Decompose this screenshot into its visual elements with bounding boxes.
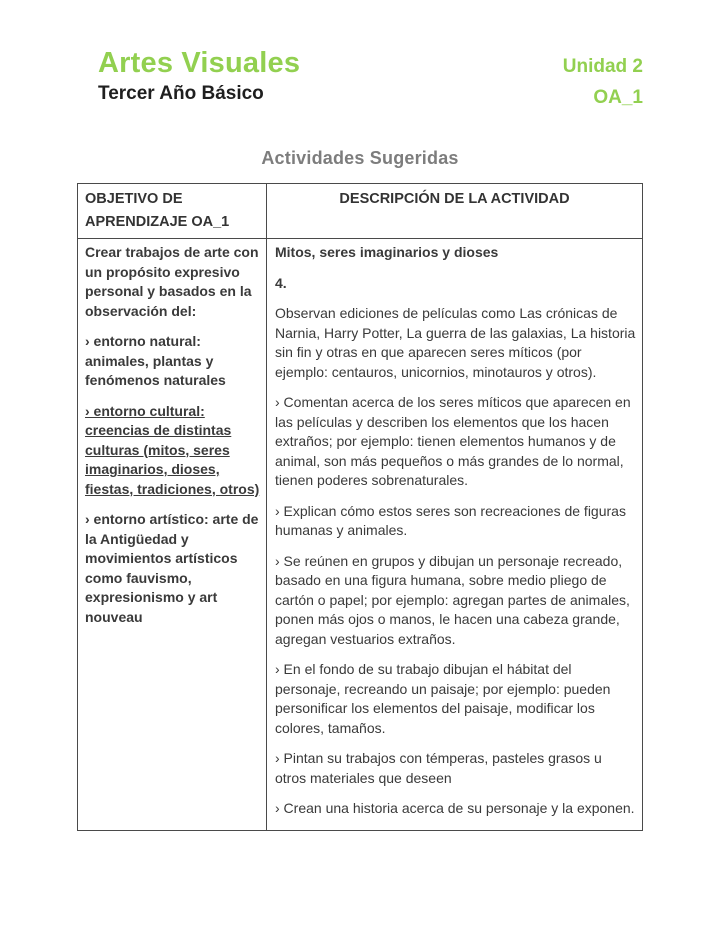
header-left-block bbox=[98, 46, 300, 106]
activity-paragraph: › Pintan su trabajos con témperas, pasteles grasos u otros materiales que deseen bbox=[275, 750, 602, 786]
objective-item-natural: › entorno natural: animales, plantas y fenómenos naturales bbox=[85, 333, 226, 388]
activity-number: 4. bbox=[275, 274, 287, 291]
document-header bbox=[98, 46, 643, 110]
objective-item-artistic: › entorno artístico: arte de la Antigüedad y movimientos artísticos como fauvismo, expresionismo y art nouveau bbox=[85, 511, 259, 625]
description-column-header: DESCRIPCIÓN DE LA ACTIVIDAD bbox=[267, 184, 643, 239]
activity-paragraph: › Explican cómo estos seres son recreaciones de figuras humanas y animales. bbox=[275, 502, 626, 538]
objective-intro: Crear trabajos de arte con un propósito expresivo personal y basados en la observación del: bbox=[85, 244, 259, 319]
section-title: Actividades Sugeridas bbox=[261, 148, 459, 168]
page-subtitle: Tercer Año Básico bbox=[98, 83, 264, 104]
page-title: Artes Visuales bbox=[98, 47, 301, 79]
activity-heading: Mitos, seres imaginarios y dioses bbox=[275, 244, 499, 260]
table-header-row bbox=[78, 184, 643, 239]
objective-item-cultural: › entorno cultural: creencias de distintas culturas (mitos, seres imaginarios, dioses, fiestas, tradiciones, otros) bbox=[85, 402, 260, 497]
objective-column-header: OBJETIVO DE APRENDIZAJE OA_1 bbox=[78, 184, 267, 239]
suggested-activities-table bbox=[77, 183, 643, 831]
activity-paragraph: › Crean una historia acerca de su personaje y la exponen. bbox=[275, 800, 635, 816]
oa-label: OA_1 bbox=[593, 87, 643, 108]
activity-cell bbox=[267, 239, 643, 831]
activity-paragraph: Observan ediciones de películas como Las crónicas de Narnia, Harry Potter, La guerra de las galaxias, La historia sin fin y otras en que aparecen seres míticos (por ejemplo: centauros, unicornios, minotauros y otros). bbox=[275, 305, 636, 380]
header-right-block bbox=[563, 46, 643, 110]
activity-paragraph: › Comentan acerca de los seres míticos que aparecen en las películas y describen los elementos que los hacen extraños; por ejemplo: tienen elementos humanos y de animal, son más pequeños o más grandes de lo normal, tienen poderes sobrenaturales. bbox=[275, 394, 631, 488]
table-body-row bbox=[78, 239, 643, 831]
activity-paragraph: › Se reúnen en grupos y dibujan un personaje recreado, basado en una figura humana, sobre medio pliego de cartón o papel; por ejemplo: agregan partes de animales, ponen más ojos o manos, le hacen una cabeza grande, agregan vestuarios extraños. bbox=[275, 552, 630, 647]
objective-cell bbox=[78, 239, 267, 831]
activity-paragraph: › En el fondo de su trabajo dibujan el hábitat del personaje, recreando un paisaje; por ejemplo: pueden personificar los elementos del paisaje, modificar los colores, tamaños. bbox=[275, 661, 611, 736]
unit-label: Unidad 2 bbox=[562, 56, 643, 77]
